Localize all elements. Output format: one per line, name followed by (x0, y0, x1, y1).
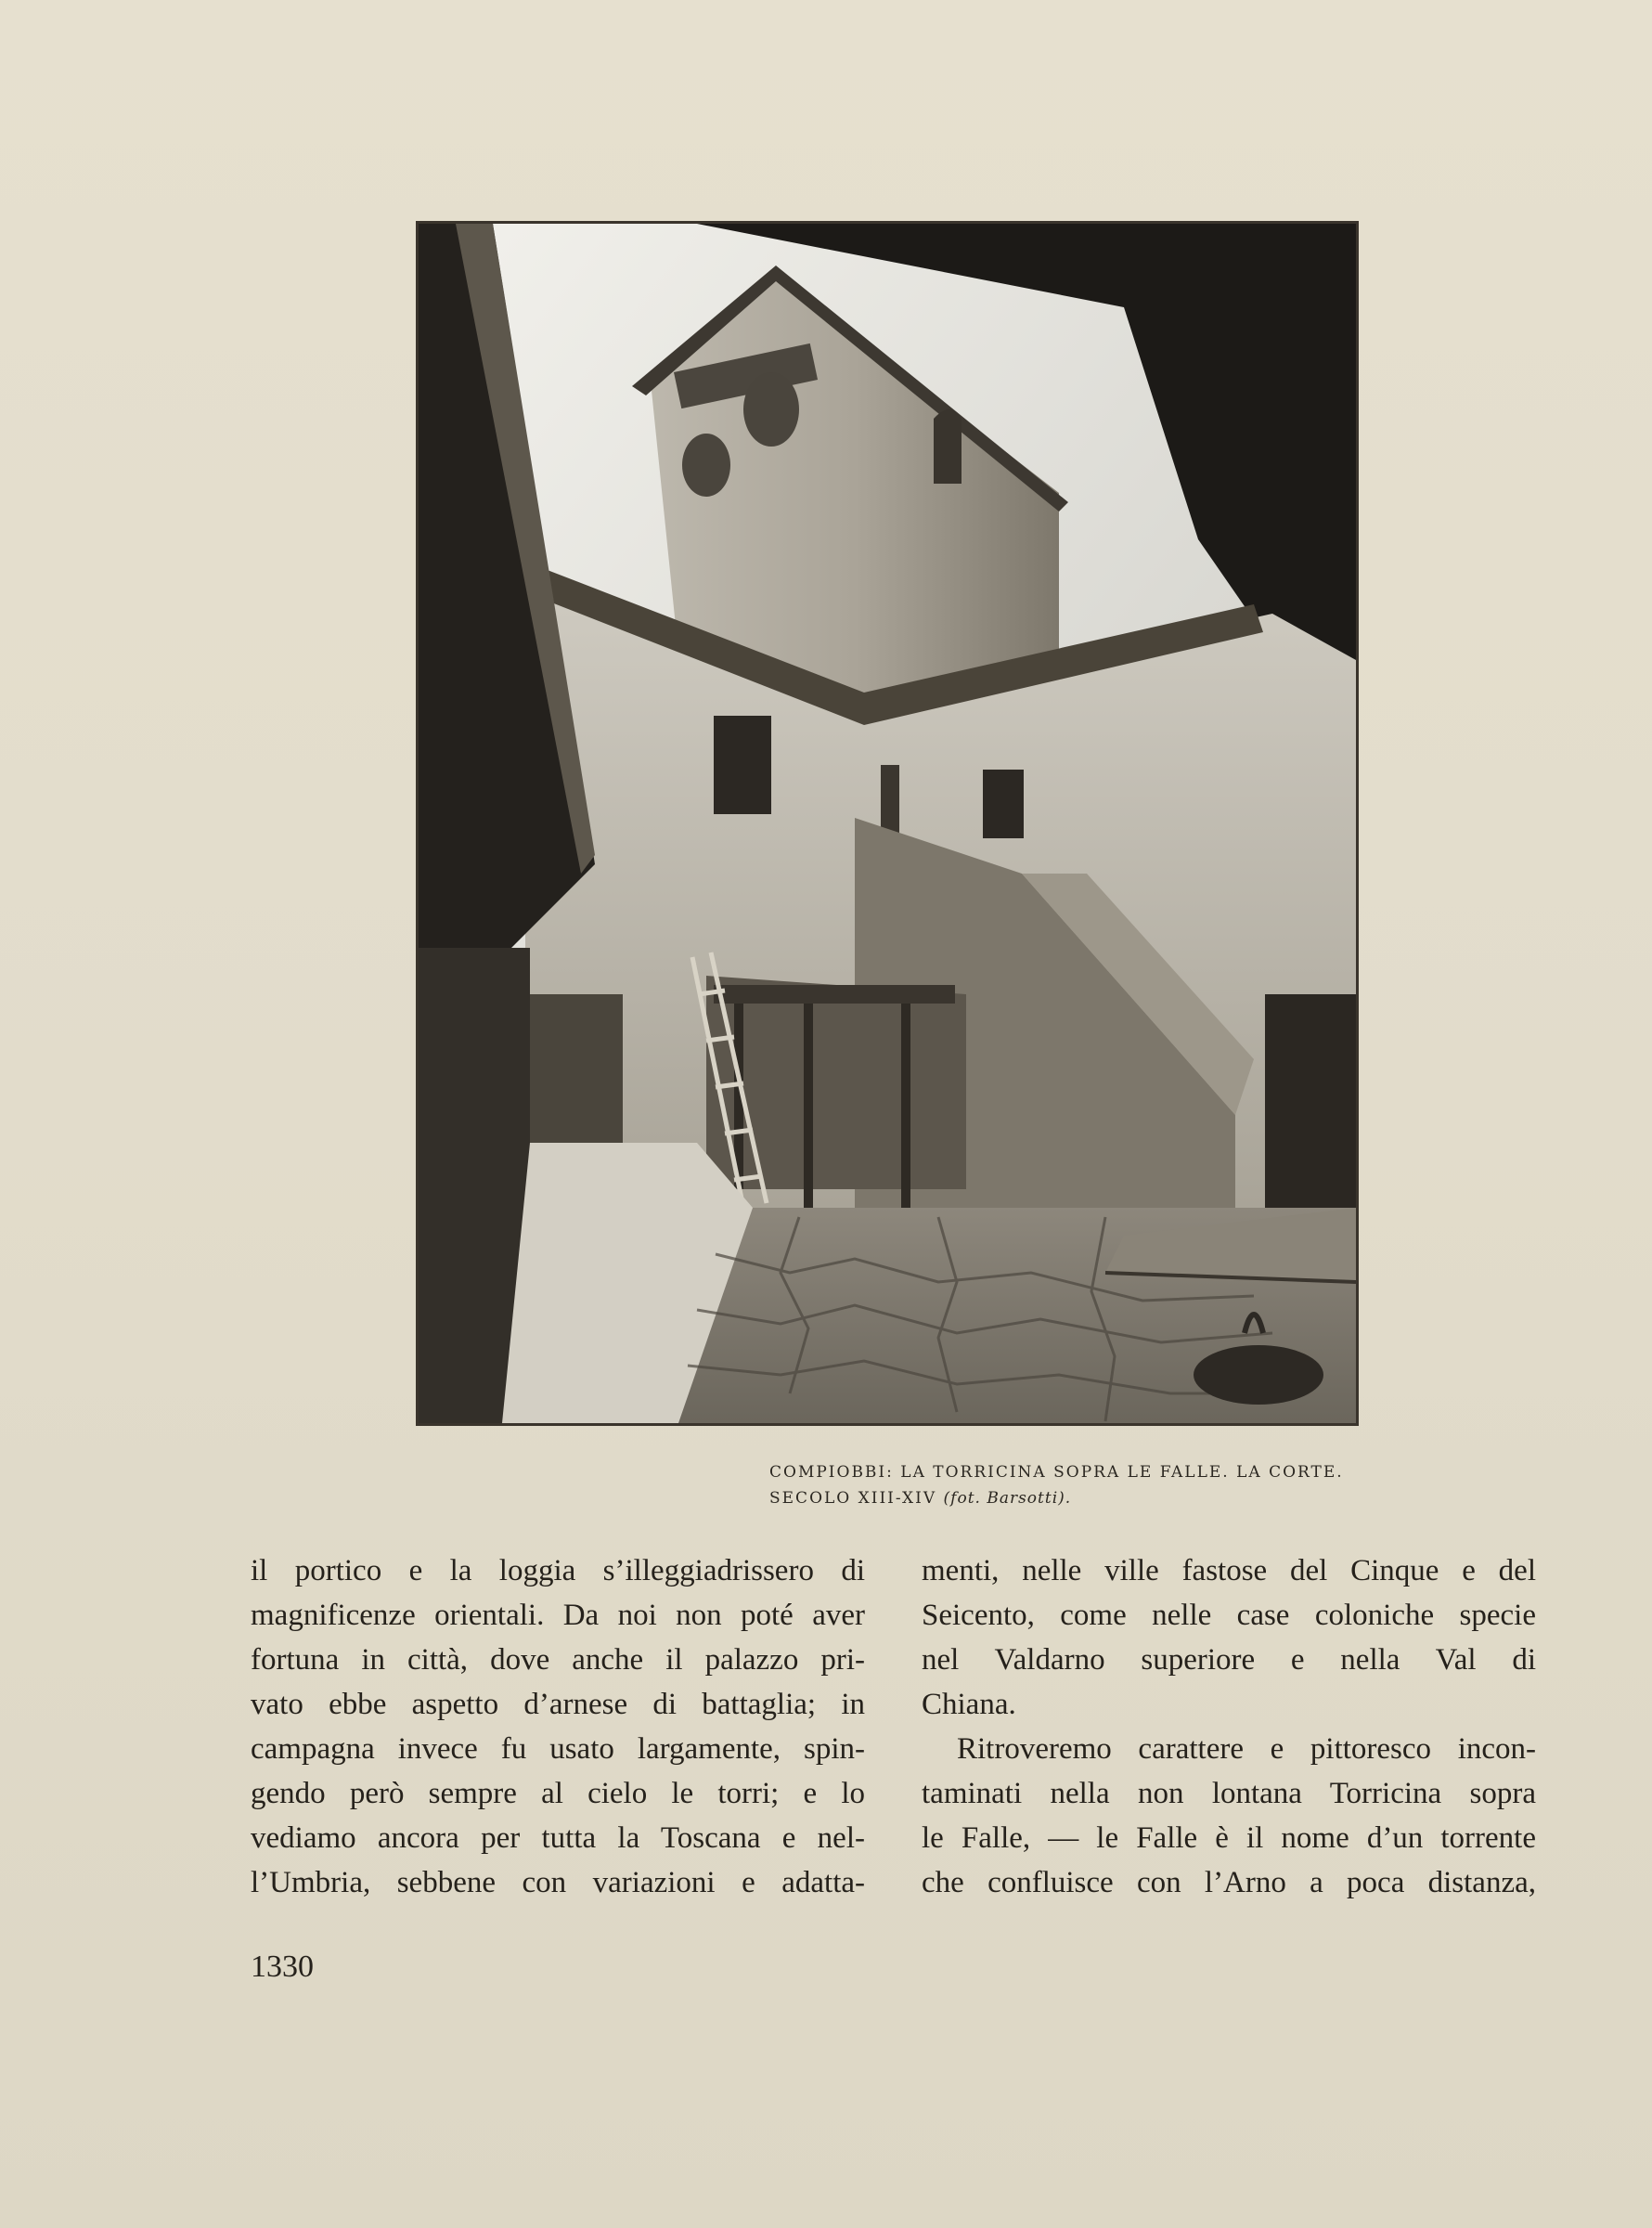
caption-century: SECOLO XIII-XIV (769, 1489, 937, 1508)
text-line: nel Valdarno superiore e nella Val di (922, 1643, 1536, 1677)
text-line: fortuna in città, dove anche il palazzo pri- (251, 1643, 865, 1677)
figure-caption (769, 1459, 1363, 1511)
text-line: le Falle, — le Falle è il nome d’un torrente (922, 1821, 1536, 1855)
text-line: Chiana. (922, 1688, 1016, 1721)
text-line: gendo però sempre al cielo le torri; e lo (251, 1777, 865, 1810)
text-line: taminati nella non lontana Torricina sopra (922, 1777, 1536, 1810)
page-number: 1330 (251, 1950, 314, 1984)
photo-credit: (fot. Barsotti). (943, 1489, 1072, 1508)
text-line: vediamo ancora per tutta la Toscana e nel- (251, 1821, 865, 1855)
text-line: Seicento, come nelle case coloniche specie (922, 1599, 1536, 1632)
text-line: l’Umbria, sebbene con variazioni e adatta- (251, 1866, 865, 1899)
text-column-right (922, 1548, 1536, 1905)
courtyard-photograph-icon (419, 224, 1356, 1423)
text-line: campagna invece fu usato largamente, spin- (251, 1732, 865, 1766)
text-line: menti, nelle ville fastose del Cinque e del (922, 1554, 1536, 1587)
caption-line-1: COMPIOBBI: LA TORRICINA SOPRA LE FALLE. LA CORTE. (769, 1463, 1344, 1482)
text-line: il portico e la loggia s’illeggiadrissero di (251, 1554, 865, 1587)
caption-line-2 (769, 1485, 1363, 1511)
text-column-left (251, 1548, 865, 1905)
text-line: che confluisce con l’Arno a poca distanza, (922, 1866, 1536, 1899)
text-line: Ritroveremo carattere e pittoresco incon- (957, 1732, 1536, 1766)
courtyard-photograph (416, 221, 1359, 1426)
text-line: magnificenze orientali. Da noi non poté aver (251, 1599, 865, 1632)
text-line: vato ebbe aspetto d’arnese di battaglia; in (251, 1688, 865, 1721)
